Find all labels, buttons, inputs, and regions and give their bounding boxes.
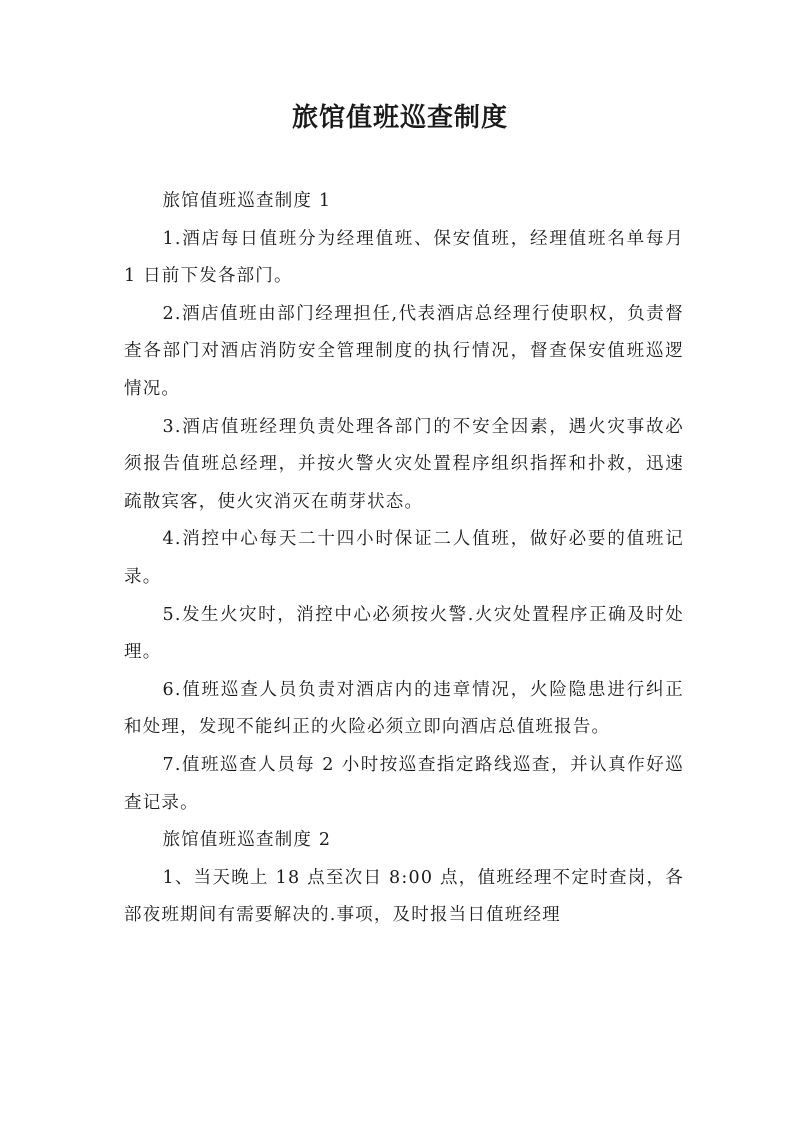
rule-1-1: 1.酒店每日值班分为经理值班、保安值班，经理值班名单每月 1 日前下发各部门。 (124, 228, 684, 287)
rule-1-4: 4.消控中心每天二十四小时保证二人值班，做好必要的值班记录。 (124, 529, 684, 587)
document-body (124, 183, 684, 935)
section-heading-1: 旅馆值班巡查制度 1 (162, 191, 332, 211)
rule-2-1: 1、当天晚上 18 点至次日 8:00 点，值班经理不定时查岗，各部夜班期间有需要解决的.事项，及时报当日值班经理 (124, 867, 684, 926)
rule-1-6: 6.值班巡查人员负责对酒店内的违章情况，火险隐患进行纠正和处理，发现不能纠正的火险必须立即向酒店总值班报告。 (124, 679, 684, 738)
rule-1-2: 2.酒店值班由部门经理担任,代表酒店总经理行使职权，负责督查各部门对酒店消防安全管理制度的执行情况，督查保安值班巡逻情况。 (124, 303, 684, 399)
rule-1-7: 7.值班巡查人员每 2 小时按巡查指定路线巡查，并认真作好巡查记录。 (124, 754, 684, 813)
rule-1-3: 3.酒店值班经理负责处理各部门的不安全因素，遇火灾事故必须报告值班总经理，并按火警火灾处置程序组织指挥和扑救，迅速疏散宾客，使火灾消灭在萌芽状态。 (124, 416, 684, 512)
rule-1-5: 5.发生火灾时，消控中心必须按火警.火灾处置程序正确及时处理。 (124, 604, 684, 663)
section-heading-2: 旅馆值班巡查制度 2 (162, 830, 332, 851)
page-title: 旅馆值班巡查制度 (291, 103, 508, 133)
